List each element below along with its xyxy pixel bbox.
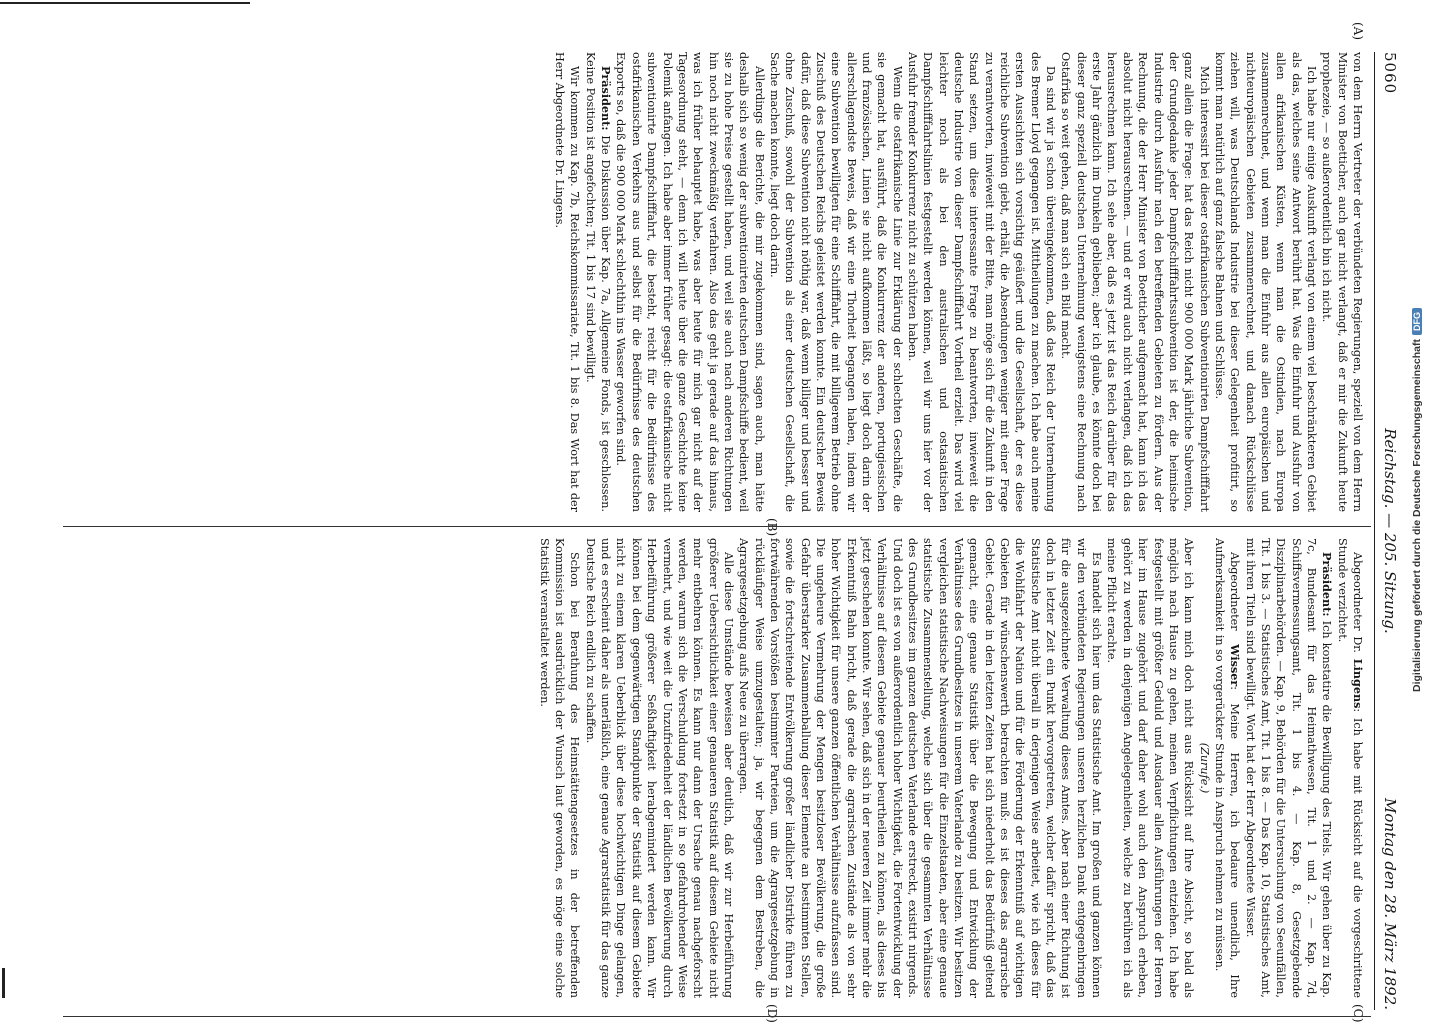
paragraph: Wenn die ostafrikanische Linie zur Erklärung der schlechten Geschäfte, die sie gemacht hat, ausführt, daß die Konkurrenz der anderen, portugiesischen und französischen, Linien sie nicht aufkommen läßt, so liegt doch darin der allerschlagendste Beweis, daß wir eine Thorheit begangen haben, indem wir eine Subvention bewilligten für eine Schifffahrt, die mit billigerem Betrieb ohne Zuschuß des Deutschen Reichs geleistet werden konnte. Ein deutscher Beweis dafür, daß diese Subvention nicht nöthig war, daß wenn billiger und besser und ohne Zuschuß, sowohl der Subvention als einer deutschen Gesellschaft, die Sache machen konnte, liegt doch darin. <box>767 52 904 512</box>
page-number: 5060 <box>1381 52 1399 95</box>
dfg-logo: DFG <box>1412 308 1422 335</box>
paragraph: Allerdings die Berichte, die mir zugekommen sind, sagen auch, man hätte deshalb sich so wenig der subventionirten deutschen Dampfschiffe bedient, weil sie zu hohe Preise gestellt haben, und weil sie auch nach anderen Richtungen hin noch nicht zweckmäßig verfahren. Also das geht ja gerade auf das hinaus, was ich früher behauptet habe, was aber heute für mich gar nicht auf der Tagesordnung steht, — denn ich will heute über die ganze Geschichte keine Polemik anfangen. Ich habe aber immer früher gesagt: die ostafrikanische nicht subventionirte Dampfschifffahrt, die besteht, reicht für die Bedürfnisse des ostafrikanischen Verkehrs aus und selbst für die Bedürfnisse des deutschen Exports so, daß die 900 000 Mark schlechthin ins Wasser geworfen sind. <box>614 52 766 512</box>
stamp-text: Digitalisierung gefördert durch die Deutsche Forschungsgemeinschaft <box>1411 339 1423 692</box>
paragraph: Präsident: Die Diskussion über Kap. 7a, Allgemeine Fonds, ist geschlossen. Keine Position ist angefochten; Tit. 1 bis 17 sind bewilligt. <box>583 52 614 512</box>
top-edge-rule <box>0 2 250 4</box>
column-divider-right <box>63 1016 1371 1017</box>
paragraph: Aber ich kann mich doch nicht aus Rücksicht auf Ihre Absicht, so bald als möglich nach Hause zu gehen, meinen Verpflichtungen entziehen. Ich habe festgestellt mit größter Geduld und Ausdauer allen Ausführungen der Herren hier im Hause zugehört und darf daher wohl auch den Anspruch erheben, gehört zu werden in denjenigen Angelegenheiten, welche zu berühren ich als meine Pflicht erachte. <box>1105 538 1196 998</box>
page-header <box>1374 52 1401 1010</box>
text-column-right <box>57 538 1365 998</box>
paragraph: Ich habe nur einige Auskunft verlangt von einem viel beschränkteren Gebiet als das, welches seine Antwort berührt hat. Was die Einfuhr und Ausfuhr von allen afrikanischen Küsten, wenn man die Ostindien, nach Europa zusammenrechnet, und wenn man die Einfuhr aus allen europäischen und nichteuropäischen Gebieten zusammenrechnet, und danach Rückschlüsse ziehen will, was Deutschlands Industrie bei dieser Gelegenheit profitirt, so kommt man natürlich auf ganz falsche Bahnen und Schlüsse. <box>1212 52 1318 512</box>
rotated-newspaper-page <box>57 22 1403 1023</box>
paragraph: Es handelt sich hier um das Statistische Amt. Im großen und ganzen können wir den verbündeten Regierungen unseren herzlichen Dank entgegenbringen für die ausgezeichnete Verwaltung dieses Amtes. Aber nach einer Richtung ist doch in letzter Zeit ein Punkt hervorgetreten, welcher dafür spricht, daß das Statistische Amt nicht überall in derjenigen Weise arbeitet, wie ich dieses für die Wohlfahrt der Nation und für die Förderung der Erkenntniß auf wichtigen Gebieten für wünschenswerth betrachten muß: es ist dieses das agrarische Gebiet. Gerade in den letzten Zeiten hat sich niederholt das Bedürfniß geltend gemacht, eine genaue Statistik über die Bewegung und Entwicklung der Verhältnisse des Grundbesitzes in unserem Vaterlande zu besitzen. Wir besitzen vergleichen statistische Nachweisungen für die Einzelstaaten, aber eine genaue statistische Zusammenstellung, welche sich über die gesammten Verhältnisse des Grundbesitzes im ganzen deutschen Vaterlande erstreckt, existirt nirgends. Und doch ist es von außerordentlich hoher Wichtigkeit, die Fortentwicklung der Verhältnisse auf diesem Gebiete genauer beurtheilen zu können, als dieses bis jetzt geschehen konnte. Wir sehen, daß sich in der neueren Zeit immer mehr die Erkenntniß Bahn bricht, daß gerade die agrarischen Zustände als von sehr hoher Wichtigkeit für unsere ganzen öffentlichen Verhältnisse aufzufassen sind. Die ungeheure Vermehrung der Mengen besitzloser Bevölkerung, die große Gefahr überstarker Zusammenballung dieser Elemente an bestimmten Stellen, sowie die fortschreitende Entvölkerung großer ländlicher Distrikte führen zu fortwährenden Vorstößen bestimmter Parteien, um die Agrargesetzgebung in rückläufiger Weise umzugestalten; ja, wir begegnen dem Bestreben, die Agrargesetzgebung aufs Neue zu überragen. <box>737 538 1104 998</box>
paragraph: von dem Herrn Vertreter der verbündeten Regierungen, speziell von dem Herrn Minister von Boetticher, auch gar nicht verlangt, daß er mir die Zukunft heute prophezeie, — so außerordentlich bin ich nicht. <box>1320 52 1364 512</box>
paragraph: Mich interessirt bei dieser ostafrikanischen Subventionirten Dampfschifffahrt ganz allein die Frage: hat das Reich nicht 900 000 Mark jährliche Subvention, der Grundgedanke jeder Dampfschifffahrtssubvention ist der, die heimische Industrie durch Ausfuhr nach den betreffenden Gebieten zu fördern. Aus der Rechnung, die der Herr Minister von Boetticher aufgemacht hat, kann ich das absolut nicht herausrechnen. — und er wird auch nicht verlangen, daß ich das herausrechnen kann. Ich sehe aber, daß es jetzt ist das Reich darüber für das erste Jahr gänzlich im Dunkeln geblieben; aber ich glaube, es könnte doch bei dieser ganz speziell deutschen Unternehmung wenigstens eine Rechnung nach Ostafrika so weit gehen, daß man sich ein Bild macht. <box>1059 52 1211 512</box>
paragraph: Alle diese Umstände beweisen aber deutlich, daß wir zur Herbeiführung größerer Uebersichtlichkeit einer genaueren Statistik auf diesem Gebiete nicht mehr entbehren können. Es kann nur dann der Ursache genau nachgeforscht werden, warum sich die Verschuldung fortsetzt in so gefahrdrohender Weise vermehrt, und wie weit die Unzufriedenheit der ländlichen Bevölkerung durch Herbeiführung größerer Seßhaftigkeit herabgemindert werden kann. Wir können bei dem gegenwärtigen Standpunkte der Statistik auf diesem Gebiete nicht zu einem klaren Ueberblick über diese hochwichtigen Dinge gelangen, und es erscheint daher als unerläßlich, eine genaue Agrarstatistik für das ganze Deutsche Reich endlich zu schaffen. <box>583 538 735 998</box>
page-title: Reichstag. — 205. Sitzung. <box>1381 428 1399 634</box>
paragraph: Da sind wir ja schon übereingekommen, daß das Reich der Unternehmung des Bremer Lloyd gegangen ist. Mittheilungen zu machen. Ich habe auch meine ersten Aussichten sich vorsichtig geäußert und die Gesellschaft, der es diese reichliche Subvention giebt, erhält, die Absendungen weniger mit einer Frage zu verantworten, inwieweit mit der Bitte, man möge sich für die Zukunft in den Stand setzen, um diese interessante Frage zu beantworten, inwieweit die deutsche Industrie von dieser Dampfschifffahrt Vortheil erzielt. Das wird viel leichter noch als bei den australischen und ostasiatischen Dampfschifffahrtslinien festgestellt werden können, weil wir uns hier vor der Ausfuhr fremder Konkurrenz nicht zu schützen haben. <box>906 52 1058 512</box>
paragraph: Schon bei Berathung des Heimstättengesetzes in der betreffenden Kommission ist ausdrücklich der Wunsch laut geworden, es möge eine solche Statistik veranstaltet werden. <box>537 538 582 998</box>
digitization-stamp <box>1406 0 1428 1000</box>
column-divider-left <box>63 526 1371 527</box>
margin-mark-b: (B) <box>765 518 779 537</box>
paragraph: Wir kommen zu Kap. 7b, Reichskommissariate, Tit. 1 bis 8. Das Wort hat der Herr Abgeordnete Dr. Lingens. <box>553 52 582 512</box>
text-column-left <box>57 52 1365 512</box>
page-date: Montag den 28. März 1892. <box>1381 797 1399 1010</box>
margin-mark-c: (C) <box>1351 1004 1365 1023</box>
paragraph: Präsident: Ich konstatire die Bewilligung des Titels. Wir gehen über zu Kap. 7c, Bundesamt für das Heimathwesen, Tit. 1 und 2. — Kap. 7d, Schiffsvermessungsamt, Tit. 1 bis 4. — Kap. 8, Gesetzgebende Disziplinarbehörden. — Kap. 9, Behörden für die Untersuchung von Seeunfällen, Tit. 1 bis 3. — Statistisches Amt, Tit. 1 bis 8. — Das Kap. 10, Statistisches Amt, mit ihren Titeln sind bewilligt. Wort hat der Herr Abgeordnete Wisser. <box>1243 538 1335 998</box>
left-edge-mark <box>2 968 5 998</box>
paragraph: (Zurufe.) <box>1197 742 1211 794</box>
margin-mark-d: (D) <box>765 1004 779 1023</box>
paragraph: Abgeordneter Dr. Lingens: Ich habe mit Rücksicht auf die vorgeschrittene Stunde verzichtet. <box>1335 538 1365 998</box>
paragraph: Abgeordneter Wisser: Meine Herren, ich bedaure unendlich, Ihre Aufmerksamkeit in so vorgerückter Stunde in Anspruch nehmen zu müssen. <box>1212 538 1243 998</box>
margin-mark-a: (A) <box>1351 22 1365 41</box>
